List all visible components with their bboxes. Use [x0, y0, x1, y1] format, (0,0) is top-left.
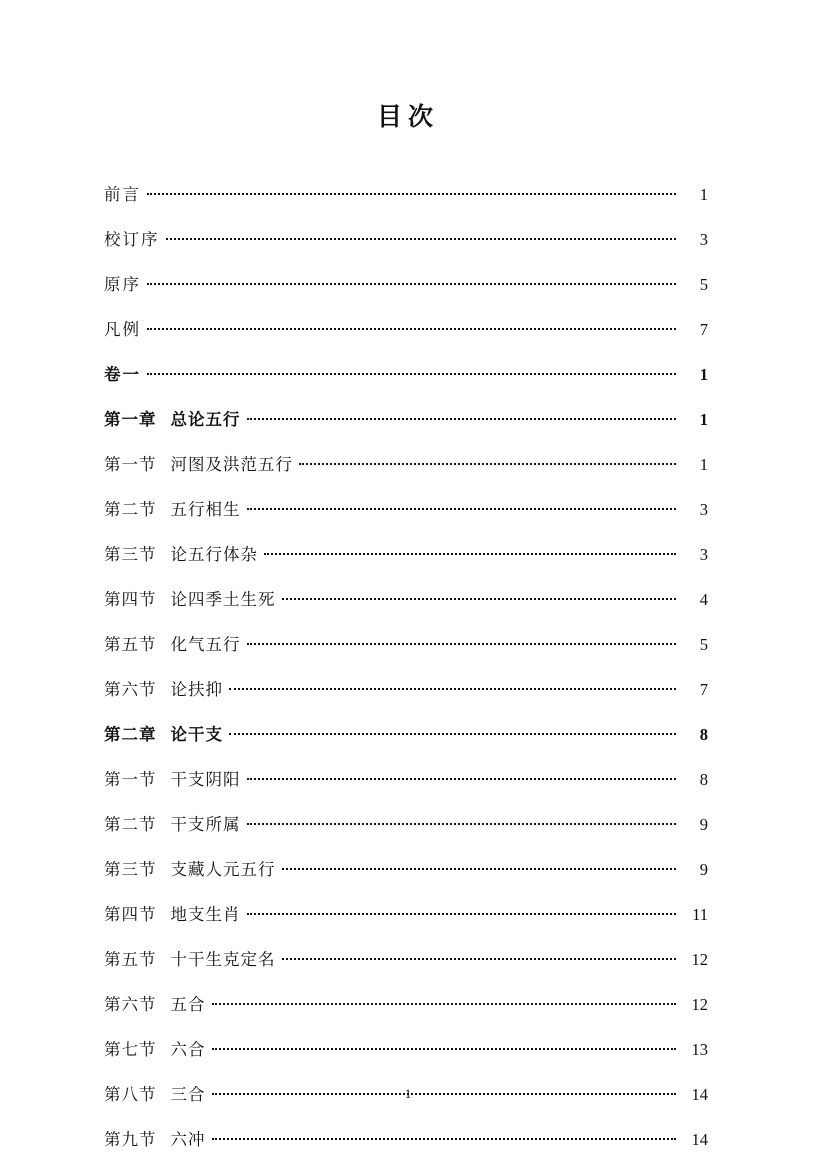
- toc-entry-subtitle: 论干支: [170, 725, 223, 744]
- toc-entry[interactable]: [0, 226, 816, 271]
- toc-entry-subtitle: 十干生克定名: [170, 950, 276, 969]
- toc-entry-label: 卷一: [104, 365, 141, 384]
- toc-entry[interactable]: [0, 811, 816, 856]
- toc-entry-subtitle: 三合: [170, 1085, 206, 1104]
- toc-entry-label: 第四节: [104, 905, 157, 924]
- toc-entry[interactable]: [0, 541, 816, 586]
- toc-entry[interactable]: [0, 271, 816, 316]
- dot-leader: [147, 364, 676, 381]
- toc-entry-page-number: 13: [691, 1040, 708, 1059]
- toc-entry-label: 前言: [104, 185, 141, 204]
- dot-leader: [247, 499, 677, 516]
- toc-entry-page-number: 9: [699, 860, 708, 879]
- toc-entry-subtitle: 论四季土生死: [170, 590, 276, 609]
- toc-entry-page-number: 3: [699, 500, 708, 519]
- toc-entry[interactable]: [0, 406, 816, 451]
- toc-entry-subtitle: 五合: [170, 995, 206, 1014]
- dot-leader: [212, 994, 677, 1011]
- dot-leader: [299, 454, 676, 471]
- dot-leader: [166, 229, 677, 246]
- dot-leader: [229, 724, 676, 741]
- toc-entry-page-number: 7: [699, 680, 708, 699]
- toc-entry[interactable]: [0, 1126, 816, 1171]
- toc-entry-label: 第二节: [104, 815, 157, 834]
- toc-entry-subtitle: 六冲: [170, 1130, 206, 1149]
- toc-entry[interactable]: [0, 451, 816, 496]
- toc-entry-page-number: 8: [699, 770, 708, 789]
- toc-entry-label: 校订序: [104, 230, 160, 249]
- toc-entry-subtitle: 干支所属: [170, 815, 241, 834]
- toc-entry[interactable]: [0, 856, 816, 901]
- toc-entry-label: 第二章: [104, 725, 157, 744]
- toc-entry[interactable]: [0, 946, 816, 991]
- toc-entry-page-number: 5: [699, 635, 708, 654]
- toc-entry-page-number: 1: [699, 410, 708, 429]
- dot-leader: [147, 184, 676, 201]
- toc-entry-label: 第五节: [104, 635, 157, 654]
- dot-leader: [282, 859, 677, 876]
- toc-entry-page-number: 1: [699, 365, 708, 384]
- toc-entry-label: 第三节: [104, 860, 157, 879]
- toc-entry[interactable]: [0, 361, 816, 406]
- toc-entry-label: 第八节: [104, 1085, 157, 1104]
- dot-leader: [247, 409, 677, 426]
- dot-leader: [147, 274, 676, 291]
- page-folio: 1: [404, 1086, 412, 1101]
- toc-entry-page-number: 1: [699, 185, 708, 204]
- toc-entry-subtitle: 地支生肖: [170, 905, 241, 924]
- toc-entry-page-number: 12: [691, 995, 708, 1014]
- toc-entry[interactable]: [0, 631, 816, 676]
- toc-entry[interactable]: [0, 901, 816, 946]
- toc-entry[interactable]: [0, 316, 816, 361]
- toc-entry-subtitle: 六合: [170, 1040, 206, 1059]
- toc-entry-label: 凡例: [104, 320, 141, 339]
- dot-leader: [247, 769, 677, 786]
- toc-entry-page-number: 12: [691, 950, 708, 969]
- toc-entry[interactable]: [0, 676, 816, 721]
- dot-leader: [212, 1129, 677, 1146]
- toc-entry-label: 第九节: [104, 1130, 157, 1149]
- dot-leader: [212, 1039, 677, 1056]
- toc-entry-label: 第一节: [104, 770, 157, 789]
- toc-entry-label: 第一节: [104, 455, 157, 474]
- toc-entry-page-number: 4: [699, 590, 708, 609]
- toc-entry-label: 第三节: [104, 545, 157, 564]
- toc-entry[interactable]: [0, 181, 816, 226]
- toc-entry-subtitle: 河图及洪范五行: [170, 455, 293, 474]
- toc-entry-label: 第五节: [104, 950, 157, 969]
- dot-leader: [147, 319, 676, 336]
- toc-entry-label: 第二节: [104, 500, 157, 519]
- toc-entry-label: 第四节: [104, 590, 157, 609]
- toc-entry-subtitle: 支藏人元五行: [170, 860, 276, 879]
- toc-entry-page-number: 14: [691, 1085, 708, 1104]
- toc-entry-page-number: 3: [699, 545, 708, 564]
- toc-entry-subtitle: 化气五行: [170, 635, 241, 654]
- toc-entry[interactable]: [0, 586, 816, 631]
- toc-entry-label: 原序: [104, 275, 141, 294]
- toc-entry-page-number: 11: [692, 905, 708, 924]
- toc-entry-page-number: 5: [699, 275, 708, 294]
- dot-leader: [247, 814, 677, 831]
- toc-entry-label: 第一章: [104, 410, 157, 429]
- toc-entry-label: 第六节: [104, 995, 157, 1014]
- toc-list: [0, 181, 816, 1171]
- toc-entry-subtitle: 干支阴阳: [170, 770, 241, 789]
- toc-entry[interactable]: [0, 721, 816, 766]
- dot-leader: [247, 634, 677, 651]
- toc-entry[interactable]: [0, 766, 816, 811]
- toc-entry[interactable]: [0, 991, 816, 1036]
- toc-entry-page-number: 3: [699, 230, 708, 249]
- toc-entry-label: 第七节: [104, 1040, 157, 1059]
- toc-entry-page-number: 7: [699, 320, 708, 339]
- dot-leader: [247, 904, 677, 921]
- toc-entry-label: 第六节: [104, 680, 157, 699]
- toc-entry[interactable]: [0, 1036, 816, 1081]
- dot-leader: [229, 679, 676, 696]
- toc-entry-page-number: 1: [699, 455, 708, 474]
- page-title: 目次: [376, 104, 439, 131]
- toc-entry[interactable]: [0, 496, 816, 541]
- toc-entry-page-number: 14: [691, 1130, 708, 1149]
- toc-entry-page-number: 8: [699, 725, 708, 744]
- dot-leader: [282, 589, 677, 606]
- toc-entry-subtitle: 论扶抑: [170, 680, 223, 699]
- toc-entry-subtitle: 总论五行: [170, 410, 241, 429]
- dot-leader: [264, 544, 676, 561]
- toc-entry-subtitle: 论五行体杂: [170, 545, 258, 564]
- toc-entry-subtitle: 五行相生: [170, 500, 241, 519]
- dot-leader: [282, 949, 677, 966]
- toc-entry-page-number: 9: [699, 815, 708, 834]
